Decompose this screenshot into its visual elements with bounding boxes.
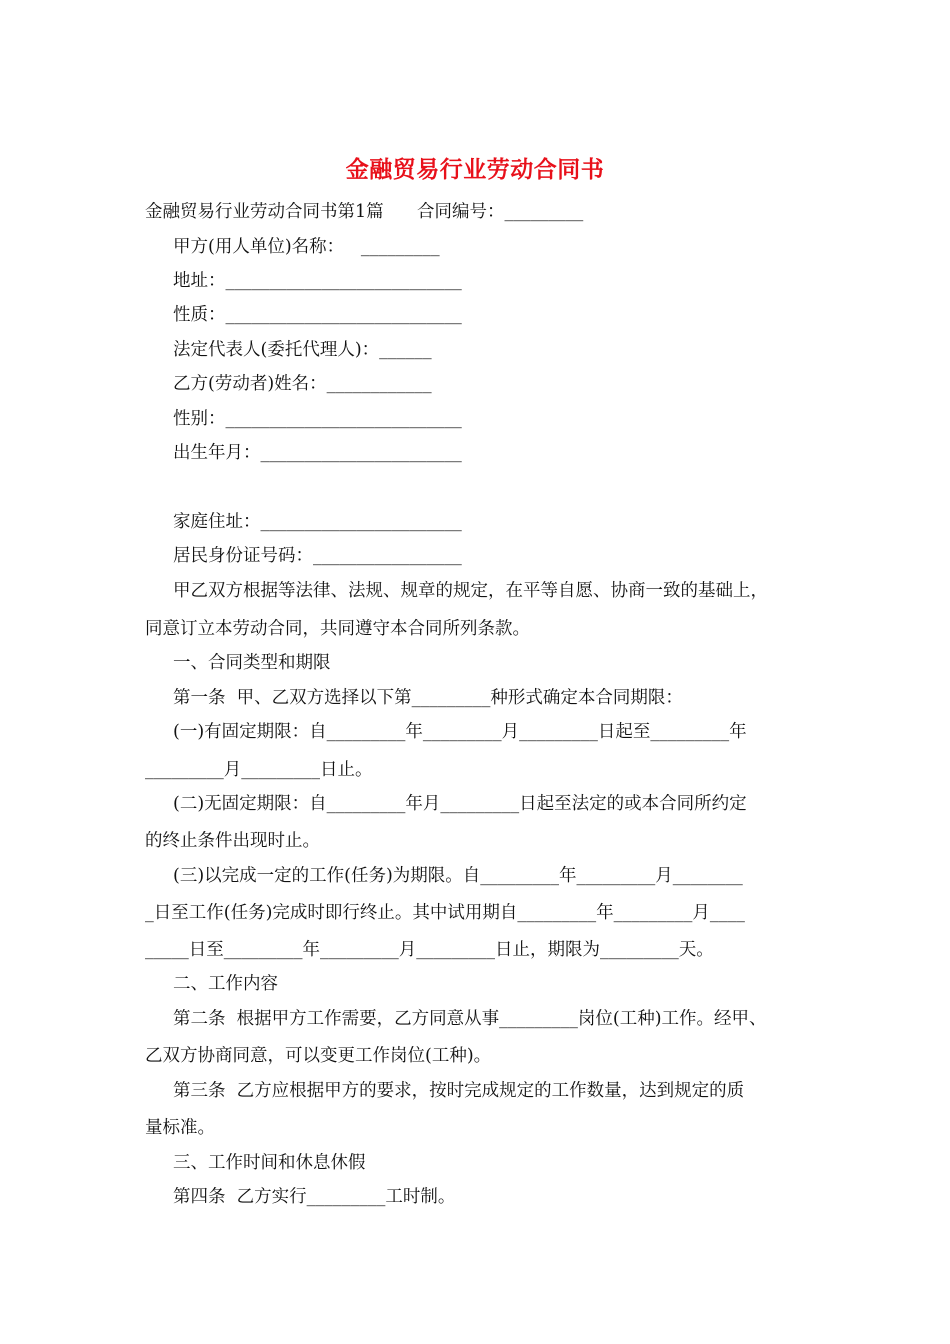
id-number-line: 居民身份证号码：_________________ xyxy=(173,546,462,566)
fixed-term-line-1: (一)有固定期限：自_________年_________月_________日起至_________年 xyxy=(173,722,747,742)
section-heading-1: 一、合同类型和期限 xyxy=(173,653,331,673)
article-1-line: 第一条 甲、乙双方选择以下第_________种形式确定本合同期限： xyxy=(173,688,683,708)
legal-representative-line: 法定代表人(委托代理人)：______ xyxy=(173,340,432,360)
document-title: 金融贸易行业劳动合同书 xyxy=(345,156,605,183)
section-heading-2: 二、工作内容 xyxy=(173,974,278,994)
open-term-line-2: 的终止条件出现时止。 xyxy=(145,831,320,851)
employee-name-line: 乙方(劳动者)姓名：____________ xyxy=(173,374,432,394)
task-term-line-3: _____日至_________年_________月_________日止，期限为_________天。 xyxy=(145,940,714,960)
paragraph-intro-line-1: 甲乙双方根据等法律、法规、规章的规定，在平等自愿、协商一致的基础上， xyxy=(173,581,768,601)
paragraph-intro-line-2: 同意订立本劳动合同，共同遵守本合同所列条款。 xyxy=(145,619,530,639)
task-term-line-2: _日至工作(任务)完成时即行终止。其中试用期自_________年_________月____ xyxy=(145,903,745,923)
article-2-line-2: 乙双方协商同意，可以变更工作岗位(工种)。 xyxy=(145,1046,492,1066)
section-heading-3: 三、工作时间和休息休假 xyxy=(173,1153,366,1173)
contract-number-line: 金融贸易行业劳动合同书第1篇 合同编号：_________ xyxy=(145,202,584,222)
article-3-line-2: 量标准。 xyxy=(145,1118,215,1138)
address-line: 地址：___________________________ xyxy=(173,271,462,291)
fixed-term-line-2: _________月_________日止。 xyxy=(145,760,373,780)
open-term-line-1: (二)无固定期限：自_________年月_________日起至法定的或本合同所约定 xyxy=(173,794,747,814)
employer-name-line: 甲方(用人单位)名称： _________ xyxy=(173,237,440,257)
gender-line: 性别：___________________________ xyxy=(173,409,462,429)
home-address-line: 家庭住址：_______________________ xyxy=(173,512,462,532)
birth-date-line: 出生年月：_______________________ xyxy=(173,443,462,463)
nature-line: 性质：___________________________ xyxy=(173,305,462,325)
article-4-line: 第四条 乙方实行_________工时制。 xyxy=(173,1187,456,1207)
article-3-line-1: 第三条 乙方应根据甲方的要求，按时完成规定的工作数量，达到规定的质 xyxy=(173,1081,745,1101)
article-2-line-1: 第二条 根据甲方工作需要，乙方同意从事_________岗位(工种)工作。经甲、 xyxy=(173,1009,767,1029)
task-term-line-1: (三)以完成一定的工作(任务)为期限。自_________年_________月________ xyxy=(173,866,743,886)
